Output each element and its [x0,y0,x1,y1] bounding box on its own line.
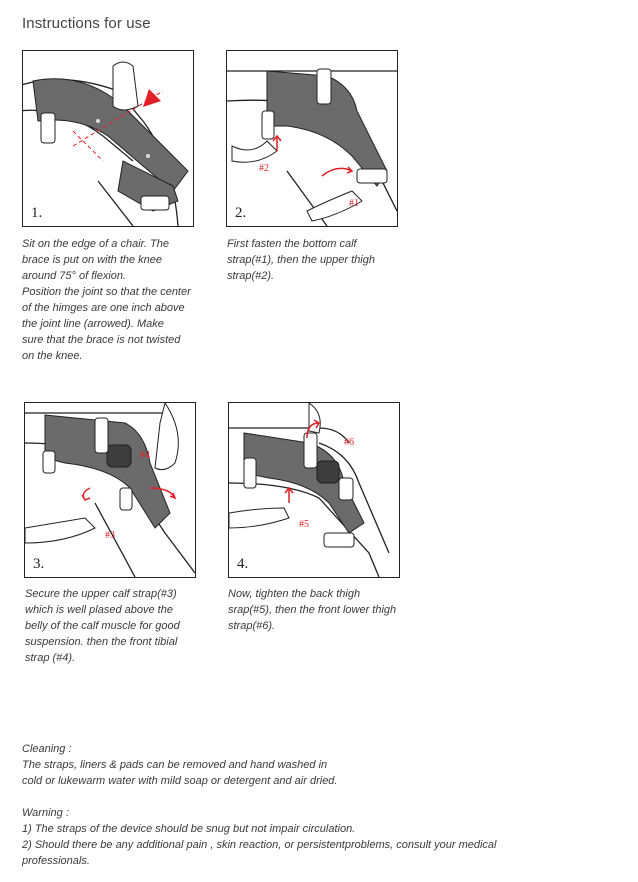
red-arrow-icon [82,488,90,500]
step-4-caption: Now, tighten the back thigh srap(#5), then the front lower thigh strap(#6). [228,588,397,632]
step-1-caption: Sit on the edge of a chair. The brace is put on with the knee around 75° of flexion. Position the joint so that the center of the himges are one inch above the joint line (arrowed). Make sure that the brace is not twisted on the knee. [22,238,191,362]
step-2-illustration [226,50,398,227]
strap-label: #2 [259,163,269,174]
knee-brace-drawing-1 [23,51,193,226]
cleaning-section: Cleaning : The straps, liners & pads can be removed and hand washed in cold or lukewarm water with mild soap or detergent and air dried. [22,741,612,789]
page-title: Instructions for use [22,15,151,32]
strap [41,113,55,143]
cleaning-heading: Cleaning : [22,743,72,755]
step-number: 4. [237,556,249,572]
knee-brace-drawing-3 [25,403,195,577]
strap-label: #5 [299,519,309,530]
hinge [107,445,131,467]
step-3-illustration [24,402,196,578]
step-3-caption: Secure the upper calf strap(#3) which is well plased above the belly of the calf muscle for good suspension. then the front tibial strap (#4). [25,588,180,664]
strap-label: #3 [105,530,115,541]
red-arrow-icon [143,79,173,107]
strap-label: #4 [140,450,150,461]
knee-brace-drawing-4 [229,403,399,577]
warning-section: Warning : 1) The straps of the device should be snug but not impair circulation. 2) Should there be any additional pain , skin reaction, or persistentproblems, consult your medical professionals. [22,805,622,869]
knee-brace-drawing-2 [227,51,397,226]
step-4-illustration [228,402,400,578]
strap-label: #6 [344,437,354,448]
strap [141,196,169,210]
step-1-illustration [22,50,194,227]
step-number: 3. [33,556,45,572]
step-2-caption: First fasten the bottom calf strap(#1), then the upper thigh strap(#2). [227,238,375,282]
step-number: 2. [235,205,247,221]
warning-heading: Warning : [22,807,69,819]
strap-label: #1 [349,198,359,209]
step-number: 1. [31,205,43,221]
